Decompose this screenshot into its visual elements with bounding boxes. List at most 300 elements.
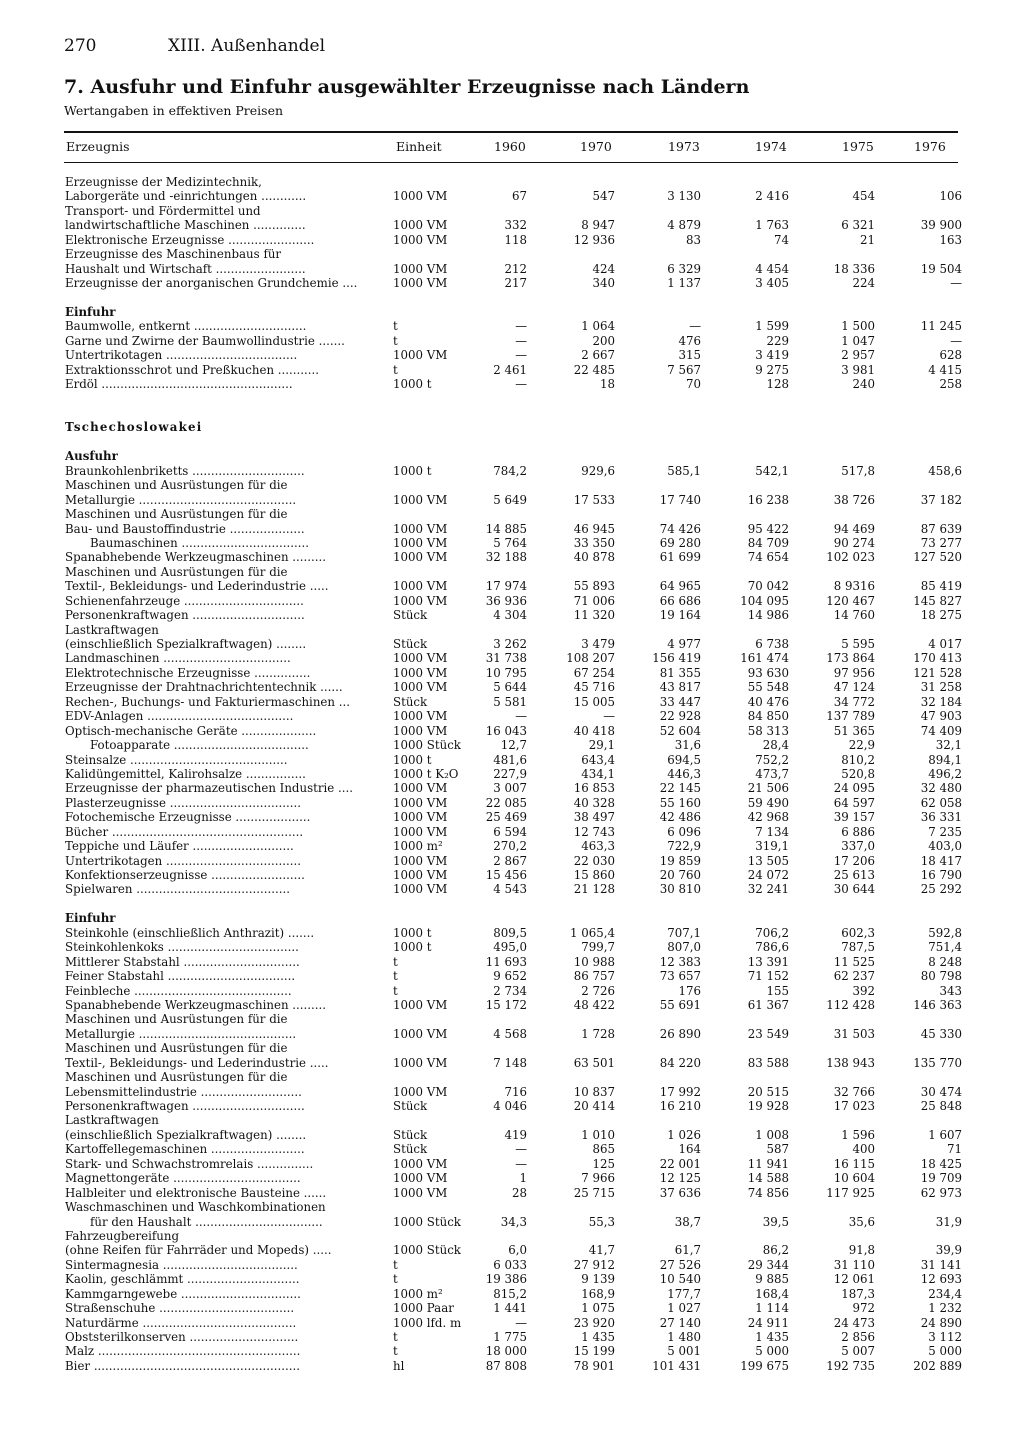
value-cell: 2 867: [493, 853, 527, 868]
row-label-line: [0, 247, 1024, 261]
value-cell: 84 709: [747, 535, 789, 550]
value-cell: 70 042: [747, 579, 789, 594]
value-cell: 784,2: [493, 463, 527, 478]
unit-cell: 1000 VM: [393, 276, 448, 291]
value-cell: 2 856: [841, 1330, 875, 1344]
unit-cell: 1000 VM: [393, 997, 448, 1012]
product-label: Baumwolle, entkernt ..............................: [65, 319, 307, 334]
value-cell: 67 254: [573, 665, 615, 680]
column-header-unit: Einheit: [396, 139, 442, 154]
value-cell: 14 885: [485, 521, 527, 536]
product-label: Untertrikotagen ....................................: [65, 853, 301, 868]
value-cell: 343: [939, 983, 962, 998]
row-label-line: [0, 1113, 1024, 1127]
table-row: [0, 464, 1024, 478]
value-cell: 1 026: [667, 1127, 701, 1142]
unit-cell: Stück: [393, 1099, 428, 1113]
value-cell: 62 973: [920, 1185, 962, 1200]
value-cell: 39,9: [935, 1243, 962, 1258]
value-cell: 752,2: [755, 752, 789, 767]
unit-cell: 1000 VM: [393, 882, 448, 897]
value-cell: 32 766: [833, 1084, 875, 1099]
table-title: 7. Ausfuhr und Einfuhr ausgewählter Erzeugnisse nach Ländern: [64, 76, 750, 98]
value-cell: 31 503: [833, 1026, 875, 1041]
value-cell: —: [515, 1142, 527, 1157]
table-row: [0, 724, 1024, 738]
value-cell: 200: [592, 333, 615, 348]
product-label: Kaolin, geschlämmt ..............................: [65, 1272, 300, 1287]
product-label: Maschinen und Ausrüstungen für die: [65, 1012, 288, 1027]
product-label: EDV-Anlagen .......................................: [65, 709, 294, 724]
unit-cell: 1000 VM: [393, 1171, 448, 1186]
value-cell: 454: [852, 189, 875, 204]
value-cell: 125: [592, 1156, 615, 1171]
product-label: Lastkraftwagen: [65, 622, 159, 637]
value-cell: 8 248: [928, 954, 962, 969]
value-cell: 10 604: [833, 1171, 875, 1186]
product-label: Extraktionsschrot und Preßkuchen ...........: [65, 362, 320, 377]
value-cell: 217: [504, 276, 527, 291]
value-cell: 13 505: [747, 853, 789, 868]
table-row: [0, 276, 1024, 290]
value-cell: 16 853: [573, 781, 615, 796]
value-cell: 108 207: [566, 651, 615, 666]
row-label-line: [0, 1041, 1024, 1055]
value-cell: 51 365: [833, 723, 875, 738]
column-header-product: Erzeugnis: [66, 139, 130, 154]
value-cell: 25 715: [573, 1185, 615, 1200]
value-cell: 240: [852, 377, 875, 392]
product-label: für den Haushalt ..................................: [90, 1214, 323, 1229]
value-cell: 36 331: [920, 810, 962, 825]
row-label-line: [0, 507, 1024, 521]
value-cell: —: [950, 276, 962, 291]
value-cell: 722,9: [667, 839, 701, 854]
unit-cell: 1000 t: [393, 940, 432, 955]
value-cell: 91,8: [848, 1243, 875, 1258]
value-cell: 17 206: [833, 853, 875, 868]
value-cell: 42 968: [747, 810, 789, 825]
value-cell: 47 903: [920, 709, 962, 724]
product-label: Plasterzeugnisse ...................................: [65, 795, 301, 810]
value-cell: 17 533: [573, 492, 615, 507]
value-cell: 38 497: [573, 810, 615, 825]
product-label: Feiner Stabstahl ..................................: [65, 969, 296, 984]
value-cell: 12 383: [659, 954, 701, 969]
table-row: [0, 1186, 1024, 1200]
value-cell: 15 199: [573, 1344, 615, 1359]
value-cell: 5 764: [493, 535, 527, 550]
table-row: [0, 854, 1024, 868]
value-cell: 8 9316: [833, 579, 875, 594]
unit-cell: 1000 VM: [393, 868, 448, 882]
value-cell: —: [950, 333, 962, 348]
value-cell: 8 947: [581, 218, 615, 233]
value-cell: 1 232: [928, 1301, 962, 1316]
unit-cell: 1000 Stück: [393, 1243, 461, 1258]
unit-cell: Stück: [393, 694, 428, 709]
value-cell: 6 321: [841, 218, 875, 233]
value-cell: 517,8: [841, 463, 875, 478]
value-cell: 101 431: [652, 1358, 701, 1373]
value-cell: 224: [852, 276, 875, 291]
value-cell: 62 058: [920, 795, 962, 810]
product-label: Steinsalze ..........................................: [65, 752, 288, 767]
table-row: [0, 651, 1024, 665]
value-cell: 234,4: [928, 1286, 962, 1301]
product-label: Straßenschuhe ....................................: [65, 1301, 295, 1316]
product-label: Kammgarngewebe ................................: [65, 1286, 301, 1301]
value-cell: 547: [592, 189, 615, 204]
product-label: Magnettongeräte ..................................: [65, 1171, 301, 1186]
value-cell: 55 160: [659, 795, 701, 810]
value-cell: 3 419: [755, 348, 789, 363]
unit-cell: 1000 lfd. m: [393, 1315, 462, 1330]
value-cell: 170 413: [913, 651, 962, 666]
product-label: Erzeugnisse der Medizintechnik,: [65, 175, 262, 189]
unit-cell: 1000 Stück: [393, 1214, 461, 1229]
value-cell: 39 157: [833, 810, 875, 825]
value-cell: 55 691: [659, 997, 701, 1012]
table-row: [0, 594, 1024, 608]
value-cell: 476: [678, 333, 701, 348]
product-label: Haushalt und Wirtschaft ........................: [65, 261, 306, 276]
value-cell: 434,1: [581, 766, 615, 781]
product-label: Personenkraftwagen ..............................: [65, 608, 305, 623]
product-label: Untertrikotagen ...................................: [65, 348, 298, 363]
product-label: Maschinen und Ausrüstungen für die: [65, 507, 288, 522]
value-cell: 227,9: [493, 766, 527, 781]
value-cell: 12 061: [833, 1272, 875, 1287]
value-cell: 1 435: [581, 1330, 615, 1344]
value-cell: 20 414: [573, 1099, 615, 1113]
product-label: Bücher ...................................................: [65, 824, 304, 839]
product-label: Lebensmittelindustrie ...........................: [65, 1084, 302, 1099]
value-cell: 17 023: [833, 1099, 875, 1113]
value-cell: 458,6: [928, 463, 962, 478]
product-label: Braunkohlenbriketts ..............................: [65, 463, 305, 478]
value-cell: 403,0: [928, 839, 962, 854]
value-cell: 751,4: [928, 940, 962, 955]
unit-cell: 1000 VM: [393, 593, 448, 608]
value-cell: 21 506: [747, 781, 789, 796]
value-cell: 40 418: [573, 723, 615, 738]
value-cell: 80 798: [920, 969, 962, 984]
value-cell: 52 604: [659, 723, 701, 738]
value-cell: 87 639: [920, 521, 962, 536]
value-cell: 59 490: [747, 795, 789, 810]
table-row: [0, 1258, 1024, 1272]
table-row: [0, 1272, 1024, 1286]
table-row: [0, 1157, 1024, 1171]
value-cell: 815,2: [493, 1286, 527, 1301]
value-cell: 106: [939, 189, 962, 204]
value-cell: 865: [592, 1142, 615, 1157]
unit-cell: t: [393, 969, 398, 984]
value-cell: —: [515, 377, 527, 392]
value-cell: 135 770: [913, 1055, 962, 1070]
product-label: Erzeugnisse der Drahtnachrichtentechnik ......: [65, 680, 343, 695]
value-cell: 787,5: [841, 940, 875, 955]
table-row: [0, 882, 1024, 896]
value-cell: 34 772: [833, 694, 875, 709]
value-cell: 63 501: [573, 1055, 615, 1070]
value-cell: 2 416: [755, 189, 789, 204]
unit-cell: 1000 VM: [393, 1055, 448, 1070]
value-cell: 1 047: [841, 333, 875, 348]
table-row: [0, 926, 1024, 940]
product-label: Steinkohle (einschließlich Anthrazit) .......: [65, 925, 315, 940]
value-cell: 145 827: [913, 593, 962, 608]
unit-cell: 1000 t K₂O: [393, 766, 459, 781]
section-heading: [0, 911, 1024, 925]
value-cell: 5 644: [493, 680, 527, 695]
value-cell: 137 789: [826, 709, 875, 724]
product-label: Bau- und Baustoffindustrie ....................: [65, 521, 305, 536]
value-cell: 1 027: [667, 1301, 701, 1316]
value-cell: 161 474: [740, 651, 789, 666]
table-row: [0, 955, 1024, 969]
table-row: [0, 608, 1024, 622]
table-row: [0, 695, 1024, 709]
value-cell: 121 528: [913, 665, 962, 680]
table-row: [0, 796, 1024, 810]
value-cell: 46 945: [573, 521, 615, 536]
unit-cell: t: [393, 333, 398, 348]
table-row: [0, 233, 1024, 247]
unit-cell: 1000 VM: [393, 709, 448, 724]
product-label: Landmaschinen ..................................: [65, 651, 291, 666]
value-cell: 22 001: [659, 1156, 701, 1171]
value-cell: —: [515, 1156, 527, 1171]
product-label: Elektronische Erzeugnisse .......................: [65, 232, 315, 247]
spacer-row: [0, 392, 1024, 406]
product-label: Naturdärme .........................................: [65, 1315, 297, 1330]
product-label: Spanabhebende Werkzeugmaschinen .........: [65, 550, 327, 565]
table-row: [0, 1301, 1024, 1315]
value-cell: 93 630: [747, 665, 789, 680]
value-cell: 71: [946, 1142, 962, 1157]
value-cell: 24 890: [920, 1315, 962, 1330]
table-row: [0, 984, 1024, 998]
product-label: landwirtschaftliche Maschinen ..............: [65, 218, 306, 233]
value-cell: 74 409: [920, 723, 962, 738]
value-cell: 12,7: [500, 738, 527, 753]
unit-cell: t: [393, 1257, 398, 1272]
table-row: [0, 1359, 1024, 1373]
value-cell: 2 726: [581, 983, 615, 998]
value-cell: 22 485: [573, 362, 615, 377]
value-cell: 117 925: [826, 1185, 875, 1200]
unit-cell: t: [393, 1272, 398, 1287]
product-label: Bier .......................................................: [65, 1358, 301, 1373]
value-cell: 6 033: [493, 1257, 527, 1272]
value-cell: 62 237: [833, 969, 875, 984]
value-cell: 16 043: [485, 723, 527, 738]
value-cell: 10 540: [659, 1272, 701, 1287]
value-cell: 1 480: [667, 1330, 701, 1344]
value-cell: 12 743: [573, 824, 615, 839]
table-row: [0, 825, 1024, 839]
value-cell: 34,3: [500, 1214, 527, 1229]
value-cell: 24 095: [833, 781, 875, 796]
value-cell: 85 419: [920, 579, 962, 594]
value-cell: 40 476: [747, 694, 789, 709]
chapter-title: XIII. Außenhandel: [168, 36, 326, 56]
value-cell: 78 901: [573, 1358, 615, 1373]
value-cell: 809,5: [493, 925, 527, 940]
value-cell: 15 860: [573, 868, 615, 882]
value-cell: 894,1: [928, 752, 962, 767]
data-table-body: [0, 175, 1024, 1373]
value-cell: 33 350: [573, 535, 615, 550]
value-cell: 17 992: [659, 1084, 701, 1099]
table-row: [0, 579, 1024, 593]
value-cell: 21 128: [573, 882, 615, 897]
value-cell: 27 912: [573, 1257, 615, 1272]
unit-cell: 1000 t: [393, 463, 432, 478]
unit-cell: 1000 VM: [393, 348, 448, 363]
value-cell: 5 595: [841, 637, 875, 651]
value-cell: 40 328: [573, 795, 615, 810]
value-cell: 120 467: [826, 593, 875, 608]
value-cell: 97 956: [833, 665, 875, 680]
column-header-year: 1960: [494, 139, 526, 154]
value-cell: 4 568: [493, 1026, 527, 1041]
product-label: Einfuhr: [65, 911, 116, 926]
value-cell: 3 479: [581, 637, 615, 651]
value-cell: 585,1: [667, 463, 701, 478]
value-cell: 2 734: [493, 983, 527, 998]
spacer-row: [0, 406, 1024, 420]
value-cell: —: [515, 1315, 527, 1330]
product-label: Erzeugnisse der anorganischen Grundchemie ....: [65, 276, 358, 291]
value-cell: 25 292: [920, 882, 962, 897]
value-cell: 4 543: [493, 882, 527, 897]
product-label: Schienenfahrzeuge ................................: [65, 593, 304, 608]
value-cell: 32 480: [920, 781, 962, 796]
product-label: Maschinen und Ausrüstungen für die: [65, 1070, 288, 1085]
value-cell: 90 274: [833, 535, 875, 550]
unit-cell: 1000 VM: [393, 853, 448, 868]
value-cell: 69 280: [659, 535, 701, 550]
value-cell: 39,5: [762, 1214, 789, 1229]
value-cell: 496,2: [928, 766, 962, 781]
value-cell: 19 709: [920, 1171, 962, 1186]
value-cell: 1 137: [667, 276, 701, 291]
value-cell: 1 065,4: [569, 925, 615, 940]
value-cell: 481,6: [493, 752, 527, 767]
product-label: Maschinen und Ausrüstungen für die: [65, 564, 288, 579]
product-label: Erzeugnisse der pharmazeutischen Industrie ....: [65, 781, 354, 796]
value-cell: 25 469: [485, 810, 527, 825]
row-label-line: [0, 204, 1024, 218]
unit-cell: 1000 m²: [393, 839, 443, 854]
product-label: Konfektionserzeugnisse .........................: [65, 868, 305, 882]
value-cell: 61 367: [747, 997, 789, 1012]
value-cell: 2 667: [581, 348, 615, 363]
value-cell: 11 525: [833, 954, 875, 969]
table-row: [0, 522, 1024, 536]
value-cell: 104 095: [740, 593, 789, 608]
unit-cell: t: [393, 319, 398, 334]
product-label: Kalidüngemittel, Kalirohsalze ................: [65, 766, 306, 781]
value-cell: 392: [852, 983, 875, 998]
table-row: [0, 738, 1024, 752]
value-cell: 55 893: [573, 579, 615, 594]
value-cell: 1 728: [581, 1026, 615, 1041]
value-cell: 84 220: [659, 1055, 701, 1070]
value-cell: 3 007: [493, 781, 527, 796]
product-label: Lastkraftwagen: [65, 1113, 159, 1128]
value-cell: 18 336: [833, 261, 875, 276]
value-cell: 22,9: [848, 738, 875, 753]
value-cell: 64 597: [833, 795, 875, 810]
value-cell: 587: [766, 1142, 789, 1157]
value-cell: 16 210: [659, 1099, 701, 1113]
table-row: [0, 810, 1024, 824]
unit-cell: 1000 VM: [393, 651, 448, 666]
value-cell: 4 304: [493, 608, 527, 623]
value-cell: 86,2: [762, 1243, 789, 1258]
value-cell: 74 426: [659, 521, 701, 536]
unit-cell: 1000 m²: [393, 1286, 443, 1301]
unit-cell: 1000 VM: [393, 521, 448, 536]
value-cell: 26 890: [659, 1026, 701, 1041]
product-label: Metallurgie ..........................................: [65, 1026, 297, 1041]
table-row: [0, 262, 1024, 276]
value-cell: 9 275: [755, 362, 789, 377]
value-cell: 400: [852, 1142, 875, 1157]
row-label-line: [0, 175, 1024, 189]
value-cell: 972: [852, 1301, 875, 1316]
value-cell: 1 075: [581, 1301, 615, 1316]
value-cell: 5 000: [755, 1344, 789, 1359]
value-cell: 31 258: [920, 680, 962, 695]
value-cell: 14 986: [747, 608, 789, 623]
table-row: [0, 218, 1024, 232]
value-cell: 10 837: [573, 1084, 615, 1099]
section-heading: [0, 305, 1024, 319]
value-cell: 19 859: [659, 853, 701, 868]
value-cell: 81 355: [659, 665, 701, 680]
value-cell: 71 152: [747, 969, 789, 984]
column-header-year: 1970: [580, 139, 612, 154]
table-row: [0, 969, 1024, 983]
value-cell: 138 943: [826, 1055, 875, 1070]
value-cell: 47 124: [833, 680, 875, 695]
value-cell: —: [515, 348, 527, 363]
product-label: Erdöl ...................................................: [65, 377, 293, 392]
row-label-line: [0, 1229, 1024, 1243]
product-label: Textil-, Bekleidungs- und Lederindustrie .....: [65, 1055, 329, 1070]
value-cell: 315: [678, 348, 701, 363]
value-cell: 32 241: [747, 882, 789, 897]
value-cell: 807,0: [667, 940, 701, 955]
value-cell: 20 760: [659, 868, 701, 882]
value-cell: 36 936: [485, 593, 527, 608]
table-row: [0, 637, 1024, 651]
value-cell: 643,4: [581, 752, 615, 767]
value-cell: —: [689, 319, 701, 334]
value-cell: 94 469: [833, 521, 875, 536]
value-cell: 21: [859, 232, 875, 247]
section-heading: [0, 449, 1024, 463]
unit-cell: t: [393, 954, 398, 969]
value-cell: 95 422: [747, 521, 789, 536]
value-cell: 38,7: [674, 1214, 701, 1229]
value-cell: 22 928: [659, 709, 701, 724]
